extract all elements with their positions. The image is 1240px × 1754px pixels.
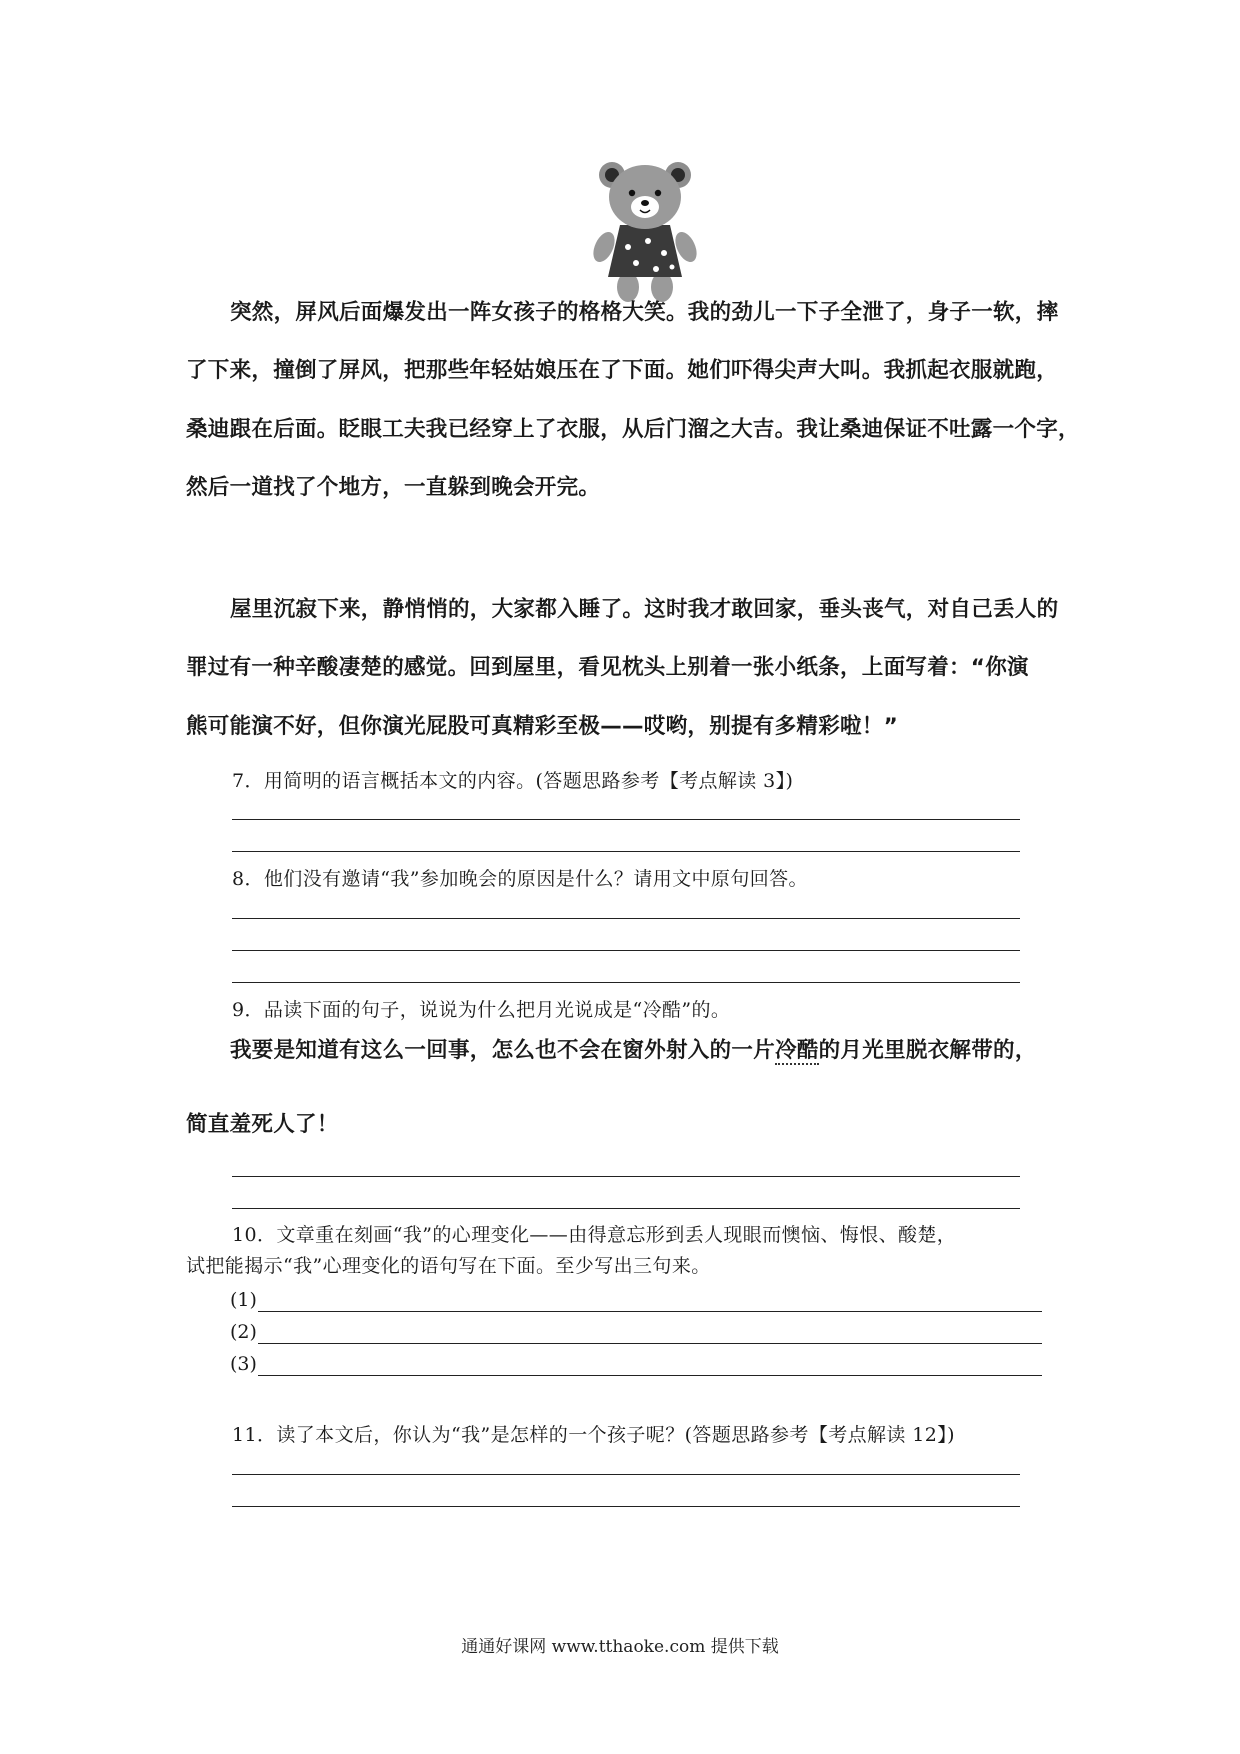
question-7: 7．用简明的语言概括本文的内容。(答题思路参考【考点解读 3】) [232,770,794,792]
answer-label-1: (1) [230,1289,257,1311]
answer-line[interactable] [232,1506,1020,1507]
answer-line[interactable] [258,1343,1042,1344]
answer-label-2: (2) [230,1321,257,1343]
story-paragraph-2 [186,592,1059,762]
answer-line[interactable] [232,1474,1020,1475]
answer-line[interactable] [232,819,1020,820]
paragraph-line: 桑迪跟在后面。眨眼工夫我已经穿上了衣服，从后门溜之大吉。我让桑迪保证不吐露一个字， [186,417,1080,442]
emphasized-word: 冷酷 [775,1038,819,1063]
answer-line[interactable] [232,1208,1020,1209]
page-footer: 通通好课网 www.tthaoke.com 提供下载 [461,1637,779,1657]
paragraph-line: 屋里沉寂下来，静悄悄的，大家都入睡了。这时我才敢回家，垂头丧气，对自己丢人的 [230,597,1059,622]
answer-line[interactable] [232,851,1020,852]
story-paragraph-1 [186,295,1080,525]
quote-line [230,1033,1037,1064]
answer-line[interactable] [232,950,1020,951]
answer-line[interactable] [232,918,1020,919]
answer-line[interactable] [258,1375,1042,1376]
answer-line[interactable] [232,982,1020,983]
question-9-quote [230,1033,1100,1073]
paragraph-line: 然后一道找了个地方，一直躲到晚会开完。 [186,475,601,500]
question-9-quote-cont [186,1107,1056,1137]
teddy-bear-illustration [590,155,700,305]
question-11: 11．读了本文后，你认为“我”是怎样的一个孩子呢？(答题思路参考【考点解读 12】) [232,1424,955,1446]
question-10-line-2: 试把能揭示“我”心理变化的语句写在下面。至少写出三句来。 [186,1255,711,1277]
question-9: 9．品读下面的句子，说说为什么把月光说成是“冷酷”的。 [232,999,731,1021]
answer-line[interactable] [258,1311,1042,1312]
question-10-line-1: 10．文章重在刻画“我”的心理变化——由得意忘形到丢人现眼而懊恼、悔恨、酸楚， [232,1224,957,1246]
quote-line: 简直羞死人了！ [186,1112,339,1137]
paragraph-line: 突然，屏风后面爆发出一阵女孩子的格格大笑。我的劲儿一下子全泄了，身子一软，摔 [230,300,1059,325]
paragraph-line: 了下来，撞倒了屏风，把那些年轻姑娘压在了下面。她们吓得尖声大叫。我抓起衣服就跑， [186,358,1059,383]
paragraph-line: 罪过有一种辛酸凄楚的感觉。回到屋里，看见枕头上别着一张小纸条，上面写着：“你演 [186,655,1029,680]
answer-line[interactable] [232,1176,1020,1177]
question-8: 8．他们没有邀请“我”参加晚会的原因是什么？请用文中原句回答。 [232,868,808,890]
quote-text-b: 的月光里脱衣解带的， [818,1038,1037,1063]
answer-label-3: (3) [230,1353,257,1375]
quote-text-a: 我要是知道有这么一回事，怎么也不会在窗外射入的一片 [230,1038,776,1063]
paragraph-line: 熊可能演不好，但你演光屁股可真精彩至极——哎哟，别提有多精彩啦！” [186,714,899,739]
